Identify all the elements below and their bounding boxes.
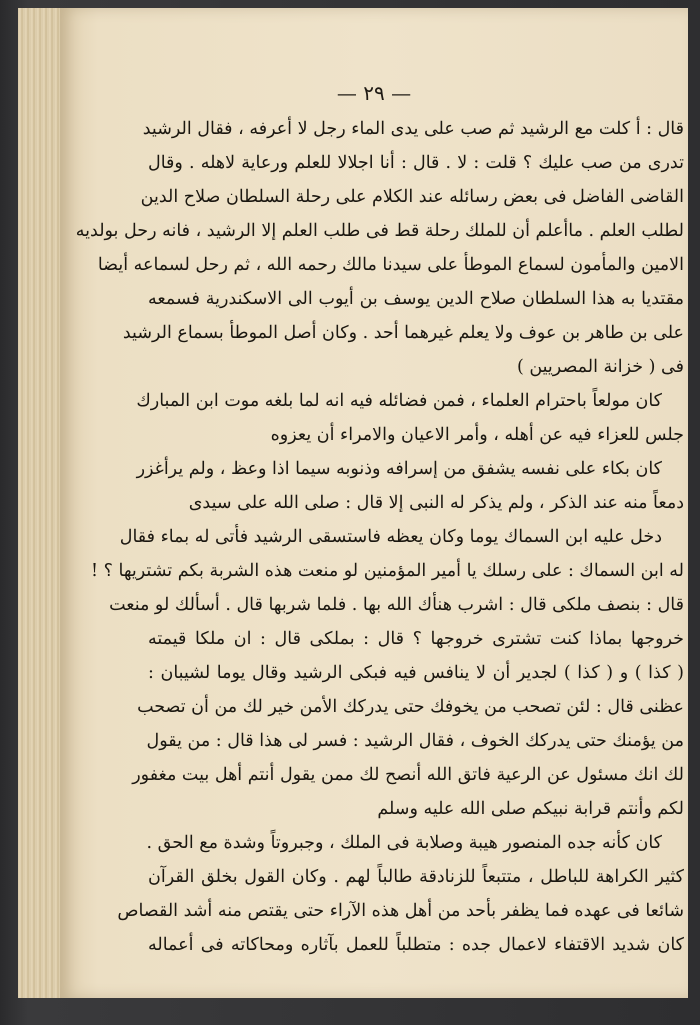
page-edges xyxy=(18,8,63,998)
text-line: كان مولعاً باحترام العلماء ، فمن فضائله فيه انه لما بلغه موت ابن المبارك xyxy=(136,391,662,411)
text-line: مقتديا به هذا السلطان صلاح الدين يوسف بن أيوب الى الاسكندرية فسمعه xyxy=(148,289,684,309)
text-line: كثير الكراهة للباطل ، متتبعاً للزنادقة طالباً لهم . وكان القول بخلق القرآن xyxy=(148,867,684,887)
text-line: كان شديد الاقتفاء لاعمال جده : متطلباً للعمل بآثاره ومحاكاته فى أعماله xyxy=(148,935,684,955)
text-line: لك انك مسئول عن الرعية فاتق الله أنصح لك ممن يقول أنتم أهل بيت مغفور xyxy=(132,765,684,785)
text-line: الامين والمأمون لسماع الموطأ على سيدنا مالك رحمه الله ، ثم رحل لسماعه أيضا xyxy=(97,255,684,275)
text-line: خروجها بماذا كنت تشترى خروجها ؟ قال : بملكى قال : ان ملكا قيمته xyxy=(148,629,684,649)
text-line: دمعاً منه عند الذكر ، ولم يذكر له النبى إلا قال : صلى الله على سيدى xyxy=(188,493,684,513)
text-line: فى ( خزانة المصريين ) xyxy=(516,357,684,377)
text-line: كان كأنه جده المنصور هيبة وصلابة فى الملك ، وجبروتاً وشدة مع الحق . xyxy=(146,833,662,853)
page-number: — ٢٩ — xyxy=(336,81,412,105)
text-line: لكم وأنتم قرابة نبيكم صلى الله عليه وسلم xyxy=(377,799,684,819)
text-line: من يؤمنك حتى يدركك الخوف ، فقال الرشيد : فسر لى هذا قال : من يقول xyxy=(146,731,684,751)
text-line: قال : بنصف ملكى قال : اشرب هنأك الله بها . فلما شربها قال . أسألك لو منعت xyxy=(109,595,684,615)
body-text xyxy=(75,112,684,962)
text-line: دخل عليه ابن السماك يوما وكان يعظه فاستسقى الرشيد فأتى له بماء فقال xyxy=(119,527,662,547)
book-page xyxy=(60,8,688,998)
text-line: القاضى الفاضل فى بعض رسائله عند الكلام على رحلة السلطان صلاح الدين xyxy=(140,187,684,207)
text-line: جلس للعزاء فيه عن أهله ، وأمر الاعيان والامراء أن يعزوه xyxy=(270,425,684,445)
text-line: تدرى من صب عليك ؟ قلت : لا . قال : أنا اجلالا للعلم ورعاية لاهله . وقال xyxy=(148,153,684,173)
text-line: عظنى قال : لئن تصحب من يخوفك حتى يدركك الأمن خير لك من أن تصحب xyxy=(137,697,684,717)
text-line: كان بكاء على نفسه يشفق من إسرافه وذنوبه سيما اذا وعظ ، ولم يرأغزر xyxy=(136,459,662,479)
text-line: له ابن السماك : على رسلك يا أمير المؤمنين لو منعت هذه الشربة بكم تشتريها ؟ ! xyxy=(91,561,684,581)
text-line: ( كذا ) و ( كذا ) لجدير أن لا ينافس فيه فبكى الرشيد وقال يوما لشيبان : xyxy=(148,663,684,683)
text-line: شائعا فى عهده فما يظفر بأحد من أهل هذه الآراء حتى يقتص منه أشد القصاص xyxy=(117,901,684,921)
text-line: قال : أ كلت مع الرشيد ثم صب على يدى الماء رجل لا أعرفه ، فقال الرشيد xyxy=(142,119,684,139)
text-line: لطلب العلم . ماأعلم أن للملك رحلة قط فى طلب العلم إلا الرشيد ، فانه رحل بولديه xyxy=(75,221,684,241)
text-line: على بن طاهر بن عوف ولا يعلم غيرهما أحد . وكان أصل الموطأ بسماع الرشيد xyxy=(122,323,684,343)
